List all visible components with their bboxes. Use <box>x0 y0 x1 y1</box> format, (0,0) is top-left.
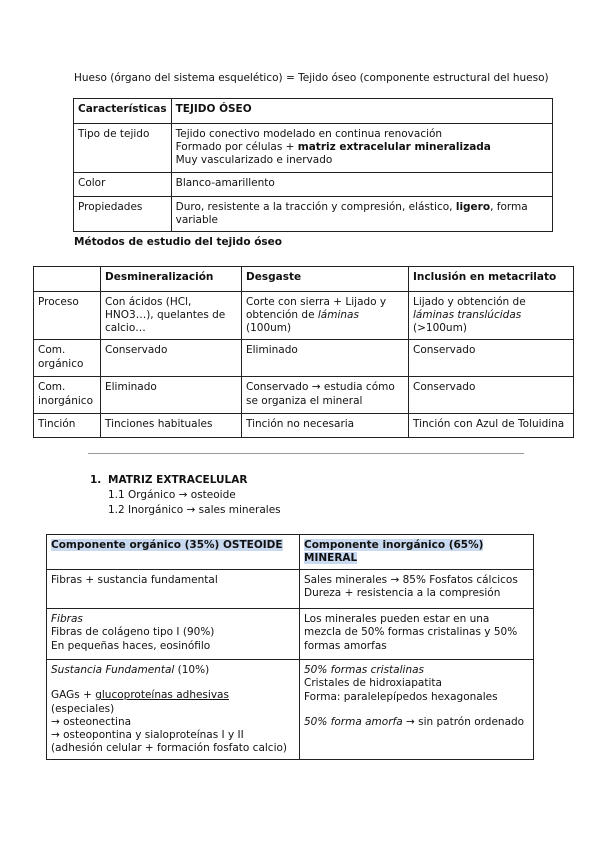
row-label: Proceso <box>34 292 101 340</box>
table-row <box>34 292 574 340</box>
table-cell: Conservado <box>409 377 574 414</box>
cell-line: → osteonectina <box>51 715 132 728</box>
table-cell: Tinción con Azul de Toluidina <box>409 414 574 438</box>
table-cell: Corte con sierra + Lijado y obtención de láminas (100um) <box>242 292 409 340</box>
section-title-matrix: MATRIZ EXTRACELULAR <box>108 474 248 486</box>
cell-line: Forma: paralelepípedos hexagonales <box>304 690 498 703</box>
table-header: Características <box>74 99 172 124</box>
subsection-inorganic: 1.2 Inorgánico → sales minerales <box>108 504 281 516</box>
table-cell <box>300 570 534 609</box>
cell-line: Tejido conectivo modelado en continua renovación <box>175 128 443 140</box>
table-cell: Fibras + sustancia fundamental <box>47 570 300 609</box>
table-cell: Eliminado <box>101 377 242 414</box>
table-cell: Eliminado <box>242 340 409 377</box>
intro-text: Hueso (órgano del sistema esquelético) = Tejido óseo (componente estructural del hueso) <box>74 72 549 84</box>
subsection-organic: 1.1 Orgánico → osteoide <box>108 489 236 501</box>
table-row <box>47 609 534 660</box>
table-cell: Conservado <box>101 340 242 377</box>
cell-line: Formado por células + matriz extracelular mineralizada <box>175 141 491 154</box>
row-label: Com. orgánico <box>34 340 101 377</box>
bone-tissue-table <box>73 98 553 232</box>
table-row <box>47 570 534 609</box>
divider <box>88 453 524 454</box>
table-cell: Duro, resistente a la tracción y compresión, elástico, ligero, forma variable <box>171 197 552 232</box>
cell-line: Fibras <box>51 613 83 626</box>
table-cell: Tinción no necesaria <box>242 414 409 438</box>
table-cell: Con ácidos (HCl, HNO3…), quelantes de calcio… <box>101 292 242 340</box>
table-row <box>34 414 574 438</box>
cell-line: 50% formas cristalinas <box>304 664 425 677</box>
table-row <box>74 99 553 124</box>
table-header: Desmineralización <box>101 267 242 292</box>
table-row <box>74 197 553 232</box>
table-row <box>34 340 574 377</box>
table-header: Desgaste <box>242 267 409 292</box>
table-cell: Conservado <box>409 340 574 377</box>
table-header: TEJIDO ÓSEO <box>171 99 552 124</box>
table-header: Inclusión en metacrilato <box>409 267 574 292</box>
table-cell <box>47 609 300 660</box>
methods-table <box>33 266 574 438</box>
cell-line: Muy vascularizado e inervado <box>175 154 333 167</box>
table-cell: Tinciones habituales <box>101 414 242 438</box>
table-row <box>74 124 553 173</box>
table-cell: Conservado → estudia cómo se organiza el mineral <box>242 377 409 414</box>
cell-line: 50% forma amorfa → sin patrón ordenado <box>304 715 525 728</box>
row-label: Propiedades <box>74 197 172 232</box>
row-label: Tinción <box>34 414 101 438</box>
table-row <box>47 535 534 570</box>
cell-line: GAGs + glucoproteínas adhesivas (especiales) <box>51 689 229 715</box>
cell-line: Dureza + resistencia a la compresión <box>304 587 501 600</box>
section-title-methods: Métodos de estudio del tejido óseo <box>74 236 282 248</box>
table-cell: Los minerales pueden estar en una mezcla de 50% formas cristalinas y 50% formas amorfas <box>300 609 534 660</box>
row-label: Com. inorgánico <box>34 377 101 414</box>
cell-line: Fibras de colágeno tipo I (90%) <box>51 626 215 639</box>
section-number: 1. <box>90 474 102 486</box>
table-row <box>47 660 534 760</box>
table-row <box>74 173 553 197</box>
table-row <box>34 377 574 414</box>
row-label: Tipo de tejido <box>74 124 172 173</box>
cell-line: En pequeñas haces, eosinófilo <box>51 639 211 652</box>
table-cell: Blanco-amarillento <box>171 173 552 197</box>
row-label: Color <box>74 173 172 197</box>
table-header: Componente inorgánico (65%) MINERAL <box>300 535 534 570</box>
table-cell <box>171 124 552 173</box>
table-header: Componente orgánico (35%) OSTEOIDE <box>47 535 300 570</box>
table-cell <box>300 660 534 760</box>
cell-line: Sales minerales → 85% Fosfatos cálcicos <box>304 574 518 587</box>
table-header <box>34 267 101 292</box>
cell-line: → osteopontina y sialoproteínas I y II (adhesión celular + formación fosfato calcio) <box>51 728 288 754</box>
table-cell: Lijado y obtención de láminas translúcidas (>100um) <box>409 292 574 340</box>
cell-line: Cristales de hidroxiapatita <box>304 677 442 690</box>
table-row <box>34 267 574 292</box>
matrix-table <box>46 534 534 760</box>
table-cell <box>47 660 300 760</box>
cell-line: Sustancia Fundamental (10%) <box>51 664 210 677</box>
